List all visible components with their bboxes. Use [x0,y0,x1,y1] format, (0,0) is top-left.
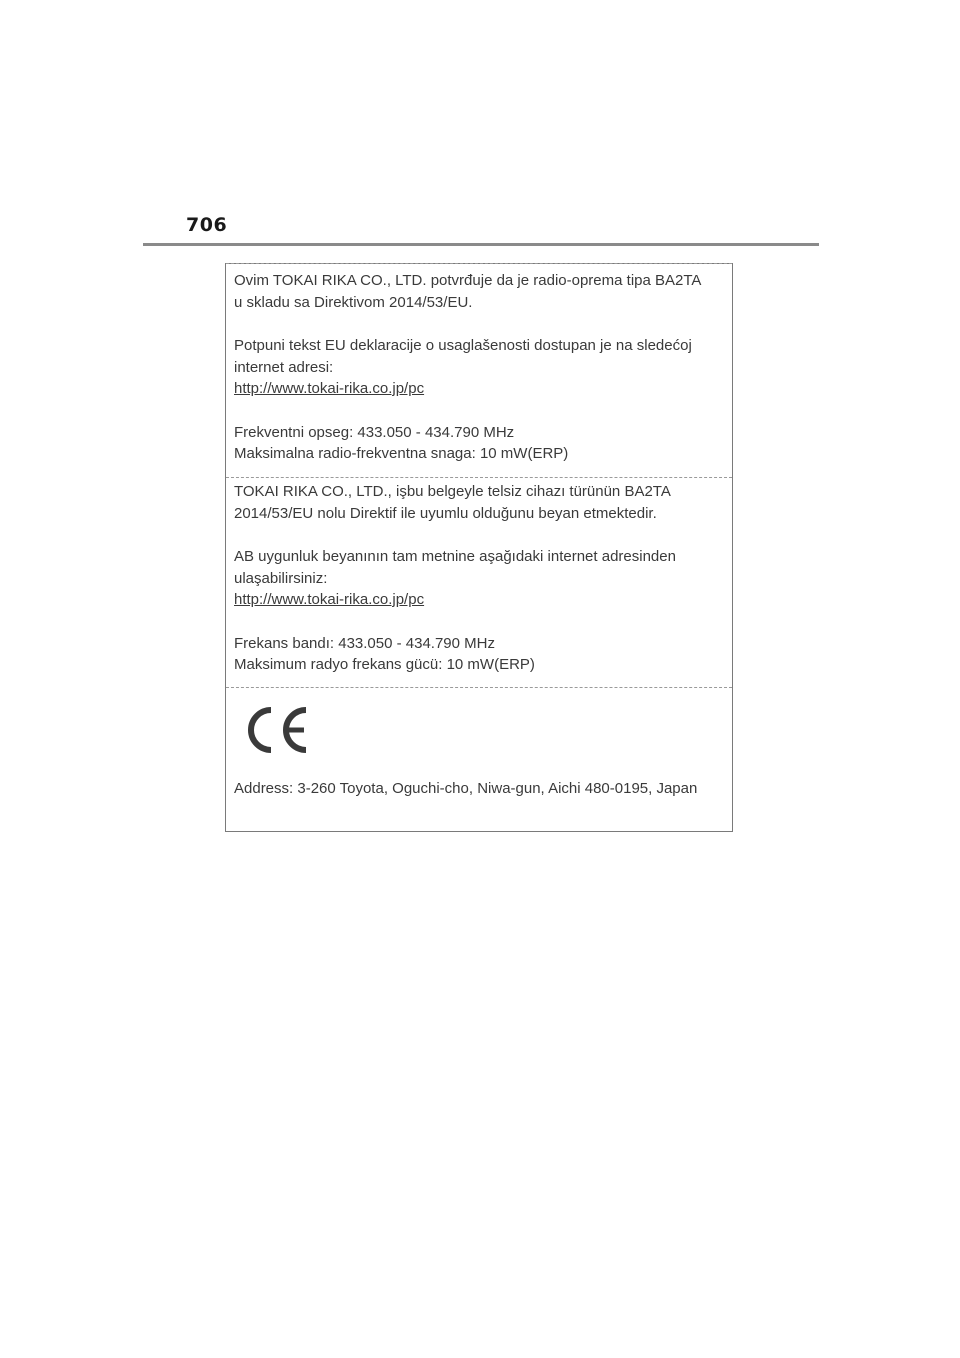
section-serbian [226,270,732,465]
manufacturer-address: Address: 3-260 Toyota, Oguchi-cho, Niwa-gun, Aichi 480-0195, Japan [234,780,698,797]
turkish-fulltext-line-1: AB uygunluk beyanının tam metnine aşağıdaki internet adresinden [234,548,676,565]
box-top-dashed-border [226,263,732,264]
serbian-fulltext-line-1: Potpuni tekst EU deklaracije o usaglašenosti dostupan je na sledećoj [234,337,692,354]
turkish-max-power: Maksimum radyo frekans gücü: 10 mW(ERP) [234,656,535,673]
spacer [234,400,732,422]
serbian-declaration-line-1: Ovim TOKAI RIKA CO., LTD. potvrđuje da je radio-oprema tipa BA2TA [234,272,702,289]
ce-mark-icon [240,704,310,756]
serbian-declaration-line-2: u skladu sa Direktivom 2014/53/EU. [234,293,473,311]
section-turkish [226,481,732,676]
turkish-fulltext-line-2: ulaşabilirsiniz: [234,569,328,587]
turkish-url-link[interactable]: http://www.tokai-rika.co.jp/pc [234,591,425,608]
section-footer [226,688,732,800]
turkish-declaration-line-2: 2014/53/EU nolu Direktif ile uyumlu olduğunu beyan etmektedir. [234,504,657,522]
header-rule [143,243,819,246]
serbian-fulltext-line-2: internet adresi: [234,358,334,376]
spacer [234,524,732,546]
section-divider [226,477,732,478]
serbian-frequency-band: Frekventni opseg: 433.050 - 434.790 MHz [234,423,515,441]
turkish-declaration-line-1: TOKAI RIKA CO., LTD., işbu belgeyle telsiz cihazı türünün BA2TA [234,483,671,500]
turkish-frequency-band: Frekans bandı: 433.050 - 434.790 MHz [234,634,495,652]
spacer [234,611,732,633]
page-number: 706 [186,214,228,236]
serbian-url-link[interactable]: http://www.tokai-rika.co.jp/pc [234,380,425,397]
serbian-max-power: Maksimalna radio-frekventna snaga: 10 mW(ERP) [234,445,569,462]
spacer [234,313,732,335]
declaration-box [225,263,733,832]
